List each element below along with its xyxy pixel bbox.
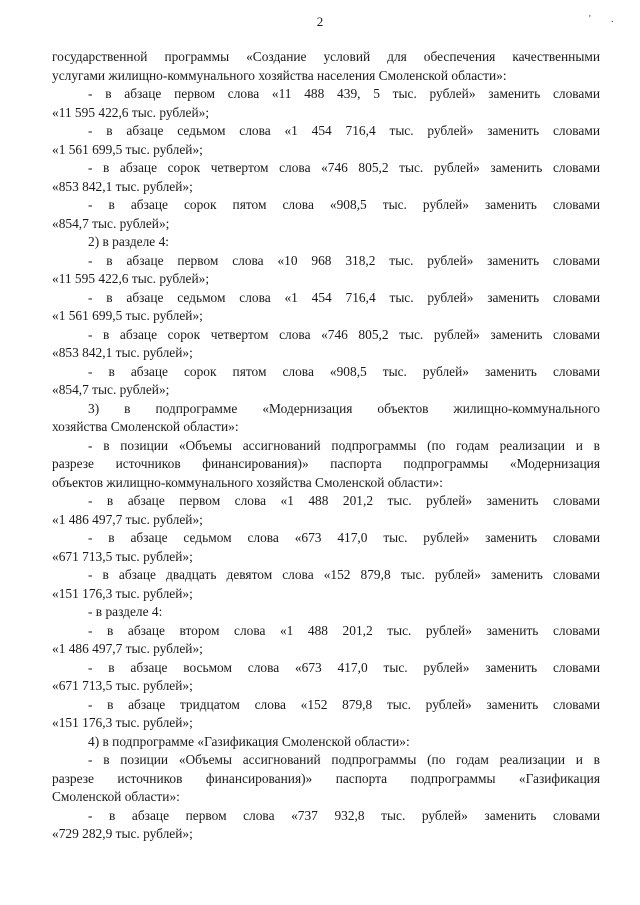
text-line: - в разделе 4:: [88, 604, 163, 619]
text-line: «853 842,1 тыс. рублей»;: [52, 345, 193, 360]
text-line: разрезе источников финансирования)» паспорта подпрограммы «Газификация: [52, 770, 600, 786]
text-line: услугами жилищно-коммунального хозяйства населения Смоленской области»:: [52, 67, 507, 83]
text-line: - в абзаце седьмом слова «673 417,0 тыс. рублей» заменить словами: [88, 530, 600, 545]
text-line: «671 713,5 тыс. рублей»;: [52, 678, 193, 693]
text-line: - в абзаце двадцать девятом слова «152 879,8 тыс. рублей» заменить словами: [88, 567, 600, 582]
text-line: «151 176,3 тыс. рублей»;: [52, 715, 193, 730]
text-line: «671 713,5 тыс. рублей»;: [52, 548, 193, 564]
text-line: «1 486 497,7 тыс. рублей»;: [52, 511, 203, 527]
text-line: объектов жилищно-коммунального хозяйства Смоленской области»:: [52, 474, 443, 490]
text-line: - в абзаце втором слова «1 488 201,2 тыс. рублей» заменить словами: [88, 622, 600, 638]
text-line: «11 595 422,6 тыс. рублей»;: [52, 271, 210, 286]
text-line: - в абзаце сорок четвертом слова «746 805,2 тыс. рублей» заменить словами: [88, 160, 600, 175]
document-body: [52, 48, 600, 844]
text-line: «151 176,3 тыс. рублей»;: [52, 585, 193, 601]
corner-mark: ': [589, 14, 591, 25]
text-line: - в абзаце первом слова «737 932,8 тыс. рублей» заменить словами: [88, 807, 600, 823]
text-line: 2) в разделе 4:: [88, 234, 170, 249]
text-line: - в абзаце седьмом слова «1 454 716,4 тыс. рублей» заменить словами: [88, 289, 600, 305]
text-line: - в абзаце сорок пятом слова «908,5 тыс. рублей» заменить словами: [88, 197, 600, 212]
corner-mark: .: [611, 14, 614, 25]
text-line: разрезе источников финансирования)» паспорта подпрограммы «Модернизация: [52, 456, 600, 471]
text-line: «1 561 699,5 тыс. рублей»;: [52, 308, 203, 323]
text-line: - в позиции «Объемы ассигнований подпрограммы (по годам реализации и в: [88, 437, 600, 453]
page-number: 2: [316, 14, 324, 29]
text-line: - в абзаце тридцатом слова «152 879,8 тыс. рублей» заменить словами: [88, 696, 600, 712]
text-line: - в абзаце сорок пятом слова «908,5 тыс. рублей» заменить словами: [88, 363, 600, 379]
text-line: - в абзаце первом слова «10 968 318,2 тыс. рублей» заменить словами: [88, 252, 600, 268]
text-line: «11 595 422,6 тыс. рублей»;: [52, 104, 210, 120]
text-line: - в абзаце сорок четвертом слова «746 805,2 тыс. рублей» заменить словами: [88, 326, 600, 342]
text-line: - в абзаце первом слова «1 488 201,2 тыс. рублей» заменить словами: [88, 493, 600, 508]
text-line: - в абзаце восьмом слова «673 417,0 тыс. рублей» заменить словами: [88, 659, 600, 675]
text-line: Смоленской области»:: [52, 789, 180, 804]
text-line: «1 561 699,5 тыс. рублей»;: [52, 141, 203, 157]
text-line: хозяйства Смоленской области»:: [52, 419, 239, 434]
text-line: «729 282,9 тыс. рублей»;: [52, 826, 193, 841]
text-line: - в позиции «Объемы ассигнований подпрограммы (по годам реализации и в: [88, 752, 600, 767]
text-line: - в абзаце первом слова «11 488 439, 5 тыс. рублей» заменить словами: [88, 86, 600, 101]
text-line: «854,7 тыс. рублей»;: [52, 382, 170, 397]
text-line: государственной программы «Создание условий для обеспечения качественными: [52, 49, 600, 64]
text-line: 4) в подпрограмме «Газификация Смоленской области»:: [88, 733, 410, 749]
text-line: 3) в подпрограмме «Модернизация объектов жилищно-коммунального: [88, 400, 600, 416]
text-line: «853 842,1 тыс. рублей»;: [52, 178, 193, 194]
text-line: «1 486 497,7 тыс. рублей»;: [52, 641, 203, 656]
text-line: - в абзаце седьмом слова «1 454 716,4 тыс. рублей» заменить словами: [88, 123, 600, 138]
text-line: «854,7 тыс. рублей»;: [52, 215, 170, 231]
